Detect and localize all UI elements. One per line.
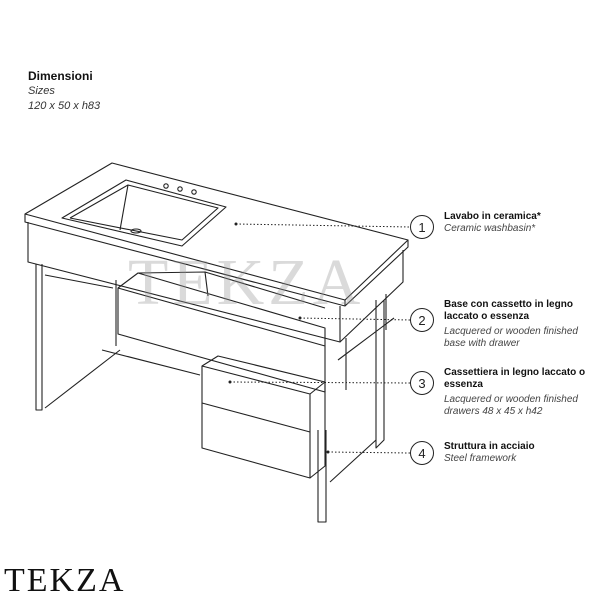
brand-logo: TEKZA [4,562,126,599]
callout-label-it: Base con cassetto in legno laccato o essenza [444,299,573,322]
dimensions-size: 120 x 50 x h83 [28,100,101,112]
callout-number: 4 [410,441,434,465]
callout-label-en: Lacquered or wooden finished base with drawer [444,326,578,349]
countertop [25,163,408,300]
steel-framework [36,264,42,410]
dimensions-title: Dimensioni [28,69,93,83]
callout-label-en: Steel framework [444,453,517,464]
leader-4 [328,452,410,453]
dimensions-subtitle: Sizes [28,85,55,97]
callout-label-it: Struttura in acciaio [444,441,535,452]
callout-number: 2 [410,308,434,332]
callout-number: 1 [410,215,434,239]
callout-label-it: Lavabo in ceramica* [444,211,541,222]
callout-label-en: Lacquered or wooden finished drawers 48 x 45 x h42 [444,394,578,417]
watermark: TEKZA [128,246,365,319]
callout-number: 3 [410,371,434,395]
callout-label-it: Cassettiera in legno laccato o essenza [444,367,586,390]
callout-label-en: Ceramic washbasin* [444,223,536,234]
